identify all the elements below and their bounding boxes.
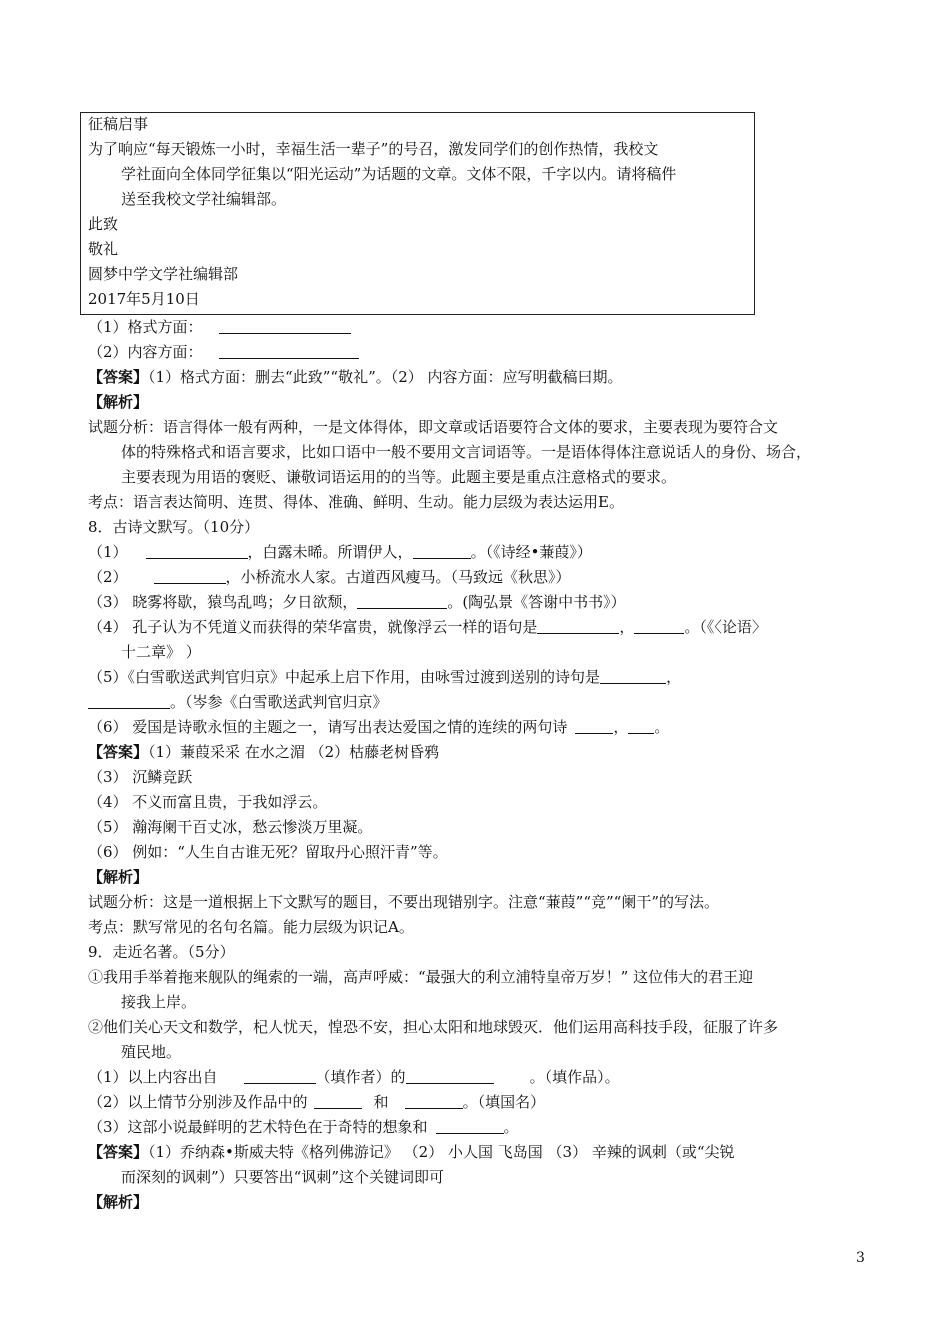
- q8-point: 考点：默写常见的名句名篇。能力层级为识记A。: [88, 918, 414, 936]
- blank-line: [219, 344, 359, 359]
- q8-line: （3） 晓雾将歇，猿鸟乱鸣；夕日欲颓， 。(陶弘景《答谢中书书》）: [88, 593, 626, 611]
- q8-line: （2） ，小桥流水人家。古道西风瘦马。（马致远《秋思》）: [88, 568, 571, 586]
- q7-analysis-line: 试题分析：语言得体一般有两种，一是文体得体，即文章或话语要符合文体的要求，主要表现为要符合文: [88, 418, 779, 436]
- q9-answer: 【答案】（1）乔纳森•斯威夫特《格列佛游记》 （2） 小人国 飞岛国 （3） 辛辣的讽刺（或“尖锐: [88, 1143, 735, 1161]
- q8-analysis: 试题分析：这是一道根据上下文默写的题目，不要出现错别字。注意“蒹葭”“竞”“阑干”的写法。: [88, 893, 720, 911]
- q7-item: （1）格式方面：: [88, 317, 351, 337]
- q8-line: （4） 孔子认为不凭道义而获得的荣华富贵，就像浮云一样的语句是 ， 。（《〈论语〉: [88, 618, 767, 636]
- blank-line: [436, 1119, 504, 1134]
- blank-line: [537, 619, 619, 634]
- q9-passage: ②他们关心天文和数学，杞人忧天，惶恐不安，担心太阳和地球毁灭．他们运用高科技手段，征服了许多: [88, 1018, 779, 1036]
- q8-title: 8．古诗文默写。（10分）: [88, 518, 260, 536]
- notice-date: 2017年5月10日: [88, 290, 200, 308]
- notice-body-line: 学社面向全体同学征集以“阳光运动”为话题的文章。文体不限，千字以内。请将稿件: [121, 165, 677, 183]
- q9-passage: ①我用手举着拖来舰队的绳索的一端，高声呼威：“最强大的利立浦特皇帝万岁！” 这位伟大的君王迎: [88, 968, 754, 986]
- q8-answer: 【答案】（1）蒹葭采采 在水之湄 （2）枯藤老树昏鸦: [88, 743, 440, 761]
- q9-title: 9．走近名著。（5分）: [88, 943, 235, 961]
- q7-analysis-tag: 【解析】: [88, 393, 149, 411]
- blank-line: [357, 594, 447, 609]
- blank-line: [628, 719, 654, 734]
- blank-line: [634, 619, 684, 634]
- blank-line: [88, 694, 170, 709]
- q9-answer-line: 而深刻的讽刺”）只要答出“讽刺”这个关键词即可: [121, 1168, 445, 1186]
- notice-signer: 圆梦中学文学社编辑部: [88, 265, 239, 283]
- q9-passage: 接我上岸。: [121, 993, 197, 1011]
- page-number: 3: [856, 1250, 865, 1266]
- q8-line: （6） 爱国是诗歌永恒的主题之一，请写出表达爱国之情的连续的两句诗 ， 。: [88, 718, 670, 736]
- q7-analysis-line: 体的特殊格式和语言要求，比如口语中一般不要用文言词语等。一是语体得体注意说话人的身份、场合，: [121, 443, 812, 461]
- blank-line: [314, 1094, 362, 1109]
- blank-line: [146, 544, 248, 559]
- q8-line: 。（岑参《白雪歌送武判官归京》: [88, 692, 388, 712]
- notice-body-line: 送至我校文学社编辑部。: [121, 190, 287, 208]
- q8-answer-line: （3） 沉鳞竞跃: [88, 768, 193, 786]
- blank-line: [600, 669, 666, 684]
- q9-passage: 殖民地。: [121, 1043, 182, 1061]
- q7-item: （2）内容方面：: [88, 342, 359, 362]
- q8-answer-line: （6） 例如：“人生自古谁无死？留取丹心照汗青”等。: [88, 843, 448, 861]
- blank-line: [219, 319, 351, 334]
- notice-closing: 敬礼: [88, 240, 119, 258]
- q8-answer-line: （5） 瀚海阑干百丈冰，愁云惨淡万里凝。: [88, 818, 373, 836]
- notice-title: 征稿启事: [88, 115, 149, 133]
- q8-analysis-tag: 【解析】: [88, 868, 149, 886]
- q8-line: （1） ，白露未晞。所谓伊人， 。（《诗经•蒹葭》）: [88, 543, 592, 561]
- blank-line: [575, 719, 613, 734]
- notice-body-line: 为了响应“每天锻炼一小时，幸福生活一辈子”的号召，激发同学们的创作热情，我校文: [88, 140, 659, 158]
- q7-analysis-line: 主要表现为用语的褒贬、谦敬词语运用的的当等。此题主要是重点注意格式的要求。: [121, 468, 677, 486]
- q9-analysis-tag: 【解析】: [88, 1193, 149, 1211]
- blank-line: [413, 544, 471, 559]
- notice-closing: 此致: [88, 215, 119, 233]
- q8-answer-line: （4） 不义而富且贵，于我如浮云。: [88, 793, 328, 811]
- blank-line: [406, 1069, 494, 1084]
- blank-line: [154, 569, 226, 584]
- q9-sub: （2）以上情节分别涉及作品中的 和 。（填国名）: [88, 1093, 546, 1111]
- q8-line: （5）《白雪歌送武判官归京》中起承上启下作用，由咏雪过渡到送别的诗句是 ，: [88, 668, 682, 686]
- q9-sub: （1）以上内容出自 （填作者）的 。（填作品）。: [88, 1068, 620, 1086]
- blank-line: [405, 1094, 463, 1109]
- q7-answer: 【答案】（1）格式方面：删去“此致”“敬礼”。（2） 内容方面：应写明截稿曰期。: [88, 368, 623, 386]
- blank-line: [244, 1069, 316, 1084]
- q8-line: 十二章》 ）: [121, 643, 201, 661]
- q7-point: 考点：语言表达简明、连贯、得体、准确、鲜明、生动。能力层级为表达运用E。: [88, 493, 624, 511]
- q9-sub: （3）这部小说最鲜明的艺术特色在于奇特的想象和 。: [88, 1118, 519, 1136]
